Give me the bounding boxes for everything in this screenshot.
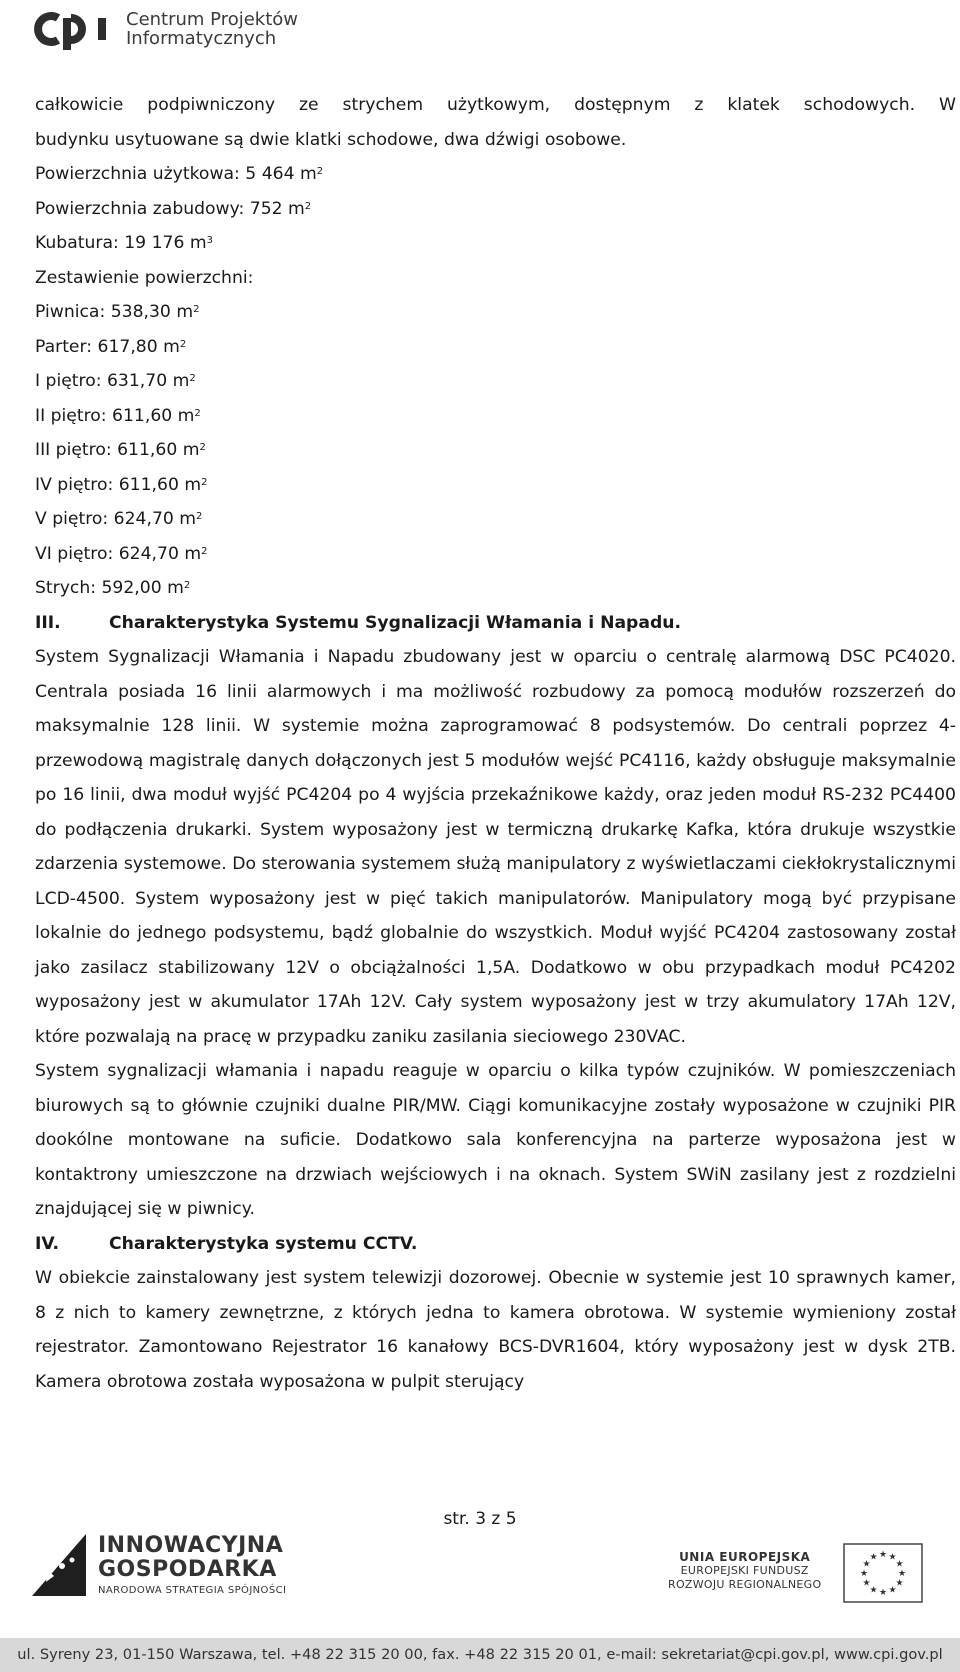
eu-star-icon: ★ [895, 1578, 904, 1589]
footer-logos [0, 1530, 960, 1640]
floor-text: V piętro: 624,70 m [35, 509, 197, 529]
innowacyjna-gospodarka-logo [28, 1530, 286, 1600]
floor-row [35, 537, 956, 572]
floor-exp: 2 [201, 476, 208, 488]
floor-text: Strych: 592,00 m [35, 578, 184, 598]
area-usable-exp: 2 [316, 166, 324, 177]
floor-text: IV piętro: 611,60 m [35, 474, 202, 495]
intro-line-1: całkowicie podpiwniczony ze strychem użytkowym, dostępnym z klatek schodowych. W [35, 95, 956, 115]
floor-exp: 2 [201, 545, 208, 557]
floor-text: Piwnica: 538,30 m [35, 302, 194, 322]
section-3-number: III. [35, 612, 61, 633]
intro-line-2: budynku usytuowane są dwie klatki schodowe, dwa dźwigi osobowe. [35, 129, 627, 150]
section-3-title: Charakterystyka Systemu Sygnalizacji Włamania i Napadu. [109, 612, 682, 633]
volume [35, 226, 956, 261]
floor-row [35, 295, 956, 330]
floor-exp: 2 [199, 442, 206, 453]
cpi-logo-icon [32, 6, 116, 52]
floor-exp: 2 [183, 580, 191, 591]
volume-exp: 3 [206, 235, 213, 246]
area-built [35, 192, 956, 227]
eu-star-icon: ★ [862, 1578, 871, 1589]
ue-line-2: ROZWOJU REGIONALNEGO [668, 1578, 822, 1591]
eu-star-icon: ★ [869, 1552, 878, 1563]
eu-star-icon: ★ [897, 1569, 907, 1579]
ig-emblem-icon [28, 1530, 90, 1600]
header [32, 4, 298, 54]
org-name-line1: Centrum Projektów [126, 9, 299, 30]
floor-text: Parter: 617,80 m [35, 336, 180, 357]
eu-star-icon: ★ [895, 1559, 904, 1570]
org-name [126, 10, 298, 48]
footer-contact: ul. Syreny 23, 01-150 Warszawa, tel. +48 22 315 20 00, fax. +48 22 315 20 01, e-mail: sekretariat@cpi.gov.pl, www.cpi.gov.pl [0, 1638, 960, 1672]
ue-text [668, 1550, 821, 1592]
floor-text: III piętro: 611,60 m [35, 440, 200, 460]
cpi-logo [32, 6, 116, 52]
breakdown-heading: Zestawienie powierzchni: [35, 267, 254, 288]
section-3-paragraph-1: System Sygnalizacji Włamania i Napadu zbudowany jest w oparciu o centralę alarmową DSC PC4020. Centrala posiada 16 linii alarmowych i ma możliwość rozbudowy za pomocą modułów rozszerzeń do maksymalnie 128 linii. W systemie można zaprogramować 8 podsystemów. Do centrali poprzez 4-przewodową magistralę danych dołączonych jest 5 modułów wejść PC4116, każdy obsługuje maksymalnie po 16 linii, dwa moduł wyjść PC4204 po 4 wyjścia przekaźnikowe każdy, oraz jeden moduł RS-232 PC4400 do podłączenia drukarki. System wyposażony jest w termiczną drukarkę Kafka, która drukuje wszystkie zdarzenia systemowe. Do sterowania systemem służą manipulatory z wyświetlaczami ciekłokrystalicznymi LCD-4500. System wyposażony jest w pięć takich manipulatorów. Manipulatory mogą być przypisane lokalnie do jednego podsystemu, bądź globalnie do wszystkich. Moduł wyjść PC4204 zastosowany został jako zasilacz stabilizowany 12V o obciążalności 1,5A. Dodatkowo w obu przypadkach moduł PC4202 wyposażony jest w akumulator 17Ah 12V. Cały system wyposażony jest w trzy akumulatory 17Ah 12V, które pozwalają na pracę w przypadku zaniku zasilania sieciowego 230VAC. [35, 647, 956, 1047]
eu-star-icon: ★ [878, 1550, 888, 1560]
floor-exp: 2 [179, 338, 187, 350]
ue-title: UNIA EUROPEJSKA [679, 1550, 811, 1564]
ig-subtitle: NARODOWA STRATEGIA SPÓJNOŚCI [98, 1585, 287, 1596]
document-body [35, 88, 956, 1399]
ue-line-1: EUROPEJSKI FUNDUSZ [680, 1564, 809, 1577]
area-usable [35, 157, 956, 192]
eu-star-icon: ★ [862, 1559, 871, 1570]
section-3-heading [35, 606, 956, 641]
floor-row [35, 330, 956, 365]
floor-exp: 2 [194, 407, 201, 419]
section-4-title: Charakterystyka systemu CCTV. [109, 1233, 418, 1254]
volume-text: Kubatura: 19 176 m [35, 233, 207, 253]
eu-star-icon: ★ [859, 1569, 869, 1579]
floor-row [35, 399, 956, 434]
area-built-exp: 2 [304, 200, 312, 212]
eu-star-icon: ★ [888, 1552, 897, 1563]
floor-row [35, 502, 956, 537]
org-name-line2: Informatycznych [126, 28, 277, 49]
floor-exp: 2 [189, 373, 196, 384]
section-4-paragraph: W obiekcie zainstalowany jest system telewizji dozorowej. Obecnie w systemie jest 10 sprawnych kamer, 8 z nich to kamery zewnętrzne, z których jedna to kamera obrotowa. W systemie wymieniony został rejestrator. Zamontowano Rejestrator 16 kanałowy BCS-DVR1604, który wyposażony jest w dysk 2TB. Kamera obrotowa została wyposażona w pulpit sterujący [35, 1268, 956, 1392]
floor-exp: 2 [193, 304, 200, 315]
area-built-text: Powierzchnia zabudowy: 752 m [35, 198, 305, 219]
section-4-number: IV. [35, 1233, 60, 1254]
page-number: str. 3 z 5 [443, 1509, 517, 1529]
eu-star-icon: ★ [878, 1588, 888, 1598]
floor-text: II piętro: 611,60 m [35, 405, 195, 426]
floor-text: I piętro: 631,70 m [35, 371, 190, 391]
eu-star-icon: ★ [869, 1585, 878, 1596]
ig-title-1: INNOWACYJNA [98, 1533, 284, 1558]
eu-flag-icon [843, 1543, 923, 1603]
section-4-heading [35, 1227, 956, 1262]
floor-row [35, 433, 956, 468]
floor-row [35, 571, 956, 606]
eu-star-icon: ★ [888, 1585, 897, 1596]
floor-row [35, 468, 956, 503]
ig-title-2: GOSPODARKA [98, 1557, 277, 1582]
floor-exp: 2 [196, 511, 203, 522]
floor-text: VI piętro: 624,70 m [35, 543, 202, 564]
area-usable-text: Powierzchnia użytkowa: 5 464 m [35, 164, 317, 184]
floor-row [35, 364, 956, 399]
section-3-paragraph-2: System sygnalizacji włamania i napadu reaguje w oparciu o kilka typów czujników. W pomieszczeniach biurowych są to głównie czujniki dualne PIR/MW. Ciągi komunikacyjne zostały wyposażone w czujniki PIR dookólne montowane na suficie. Dodatkowo sala konferencyjna na parterze wyposażona jest w kontaktrony umieszczone na drzwiach wejściowych i na oknach. System SWiN zasilany jest z rozdzielni znajdującej się w piwnicy. [35, 1061, 956, 1219]
